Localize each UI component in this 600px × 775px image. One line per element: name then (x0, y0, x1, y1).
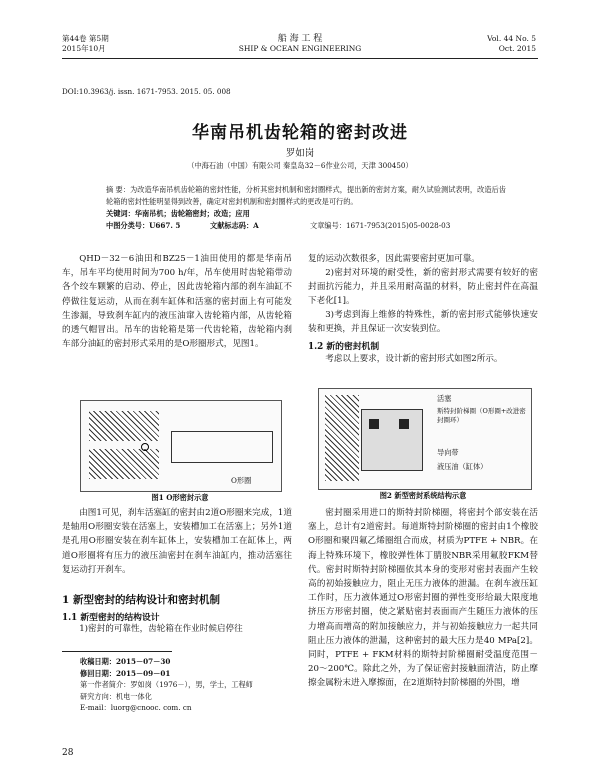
footnote: 收稿日期：2015－07－30 修回日期：2015－09－01 第一作者简介：罗如岗（1976－），男，学士，工程师 研究方向：机电一体化 E-mail：luorg@cnooc. com. cn (80, 657, 253, 712)
figure-1 (80, 400, 282, 492)
figure-2-cylinder-wall (325, 395, 359, 481)
document-code: 文献标志码：A (210, 221, 259, 230)
clc-number: 中图分类号：U667. 5 (106, 221, 181, 230)
right-paragraph-5: 密封圈采用进口的斯特封阶梯圈，将密封个部安装在活塞上，总计有2道密封。每道斯特封阶梯圈的密封由1个橡胶O形圈和聚四氟乙烯圈组合而成，材质为PTFE + NBR。在海上特殊环境下，橡胶弹性体丁腈胶NBR采用氟胶FKM替代。密封时斯特封阶梯圈依其本身的变形对密封表面产生较高的初始接触应力，阻止无压力液体的泄漏。在刹车液压缸工作时，压力液体通过O形密封圈的弹性变形给最大限度地挤压方形密封圈，使之紧贴密封表面而产生随压力液体的压力增高而增高的附加接触应力，并与初始接触应力一起共同阻止压力液体的泄漏，这种密封的最大压力是40 MPa[2]。同时，PTFE + FKM材料的斯特封阶梯圈耐受温度范围－20～200℃。除此之外，为了保证密封接触面清洁，防止摩擦金属粉末进入摩擦面，在2道斯特封阶梯圈的外围，增 (308, 508, 538, 689)
affiliation: （中海石油（中国）有限公司 秦皇岛32－6作业公司，天津 300450） (187, 161, 413, 170)
header-volume: 第44卷 第5期 2015年10月 (62, 34, 109, 53)
figure-2-label-guide: 导向带 (437, 448, 459, 457)
figure-2-seal-2 (399, 419, 409, 429)
figure-2 (318, 388, 532, 490)
article-id: 文章编号：1671-7953(2015)05-0028-03 (310, 221, 451, 230)
left-paragraph-2: 由图1可见，刹车活塞缸的密封由2道O形圈来完成，1道是轴用O形圈安装在活塞上，安装槽加工在活塞上；另外1道是孔用O形圈安装在刹车缸体上，安装槽加工在缸体上，两道O形圈将有压力的液压油密封在刹车油缸内，推动活塞往复运动打开刹车。 (62, 508, 292, 575)
right-paragraph-4: 考虑以上要求，设计新的密封形式如图2所示。 (325, 354, 503, 364)
figure-1-label: O形圈 (231, 476, 252, 485)
abstract: 摘 要：为改造华南吊机齿轮箱的密封性能，分析其密封机制和密封圈样式，提出新的密封方案，耐久试验测试表明，改造后齿轮箱的密封性能明显得到改善，确定对密封机制和密封圈样式的更改是可行的。 (106, 185, 506, 206)
page-number: 28 (62, 748, 74, 758)
figure-2-label-oil: 液压油（缸体） (437, 462, 488, 471)
figure-2-label-piston: 活塞 (437, 394, 452, 403)
figure-1-caption: 图1 O形密封示意 (151, 493, 209, 502)
figure-1-piston (89, 449, 159, 479)
right-paragraph-2: 2)密封对环境的耐受性，新的密封形式需要有较好的密封面抗污能力，并且采用耐高温的材料，防止密封件在高温下老化[1]。 (308, 268, 538, 307)
header-journal: 船 海 工 程 SHIP & OCEAN ENGINEERING (238, 34, 362, 53)
header-volume-en: Vol. 44 No. 5 Oct. 2015 (487, 34, 536, 53)
figure-1-gear-box (171, 431, 273, 463)
figure-2-caption: 图2 新型密封系统结构示意 (379, 491, 467, 500)
section-1-1-heading: 1.1 新型密封的结构设计 (62, 613, 160, 623)
figure-2-label-seal: 斯特封阶梯圈（O形圈+改进密封圈环） (437, 407, 526, 424)
section-1-2-heading: 1.2 新的密封机制 (308, 342, 380, 352)
figure-2-seal-1 (369, 419, 379, 429)
section-1-heading: 1 新型密封的结构设计和密封机制 (62, 594, 220, 606)
page-title: 华南吊机齿轮箱的密封改进 (192, 123, 408, 143)
figure-1-cylinder (89, 411, 159, 441)
footnote-rule (62, 651, 172, 652)
right-paragraph-3: 3)考虑到海上维修的特殊性，新的密封形式能够快速安装和更换，并且保证一次安装到位。 (308, 310, 538, 335)
left-paragraph-1: QHD－32－6油田和BZ25－1油田使用的都是华南吊车，吊车平均使用时间为700 h/年，吊车使用时齿轮箱带动各个绞车颗繁的启动、停止，因此齿轮箱内部的刹车油缸不停做往复运动，从而在刹车缸体和活塞的密封面上有可能发生渗漏，导致刹车缸内的液压油窜入齿轮箱内部，从齿轮箱的透气帽冒出。吊车的齿轮箱是第一代齿轮箱，齿轮箱内刹车部分油缸的密封形式采用的是O形圈形式，见图1。 (62, 254, 292, 350)
right-paragraph-1: 复的运动次数很多，因此需要密封更加可靠。 (308, 254, 480, 264)
figure-1-o-ring (141, 443, 149, 451)
header-rule (62, 58, 538, 59)
keywords: 关键词：华南吊机；齿轮箱密封；改造；应用 (106, 209, 250, 218)
doi: DOI:10.3963/j. issn. 1671-7953. 2015. 05. 008 (62, 87, 231, 96)
author: 罗如岗 (285, 148, 315, 159)
left-paragraph-3: 1)密封的可靠性，齿轮箱在作业时候启停往 (79, 624, 243, 634)
